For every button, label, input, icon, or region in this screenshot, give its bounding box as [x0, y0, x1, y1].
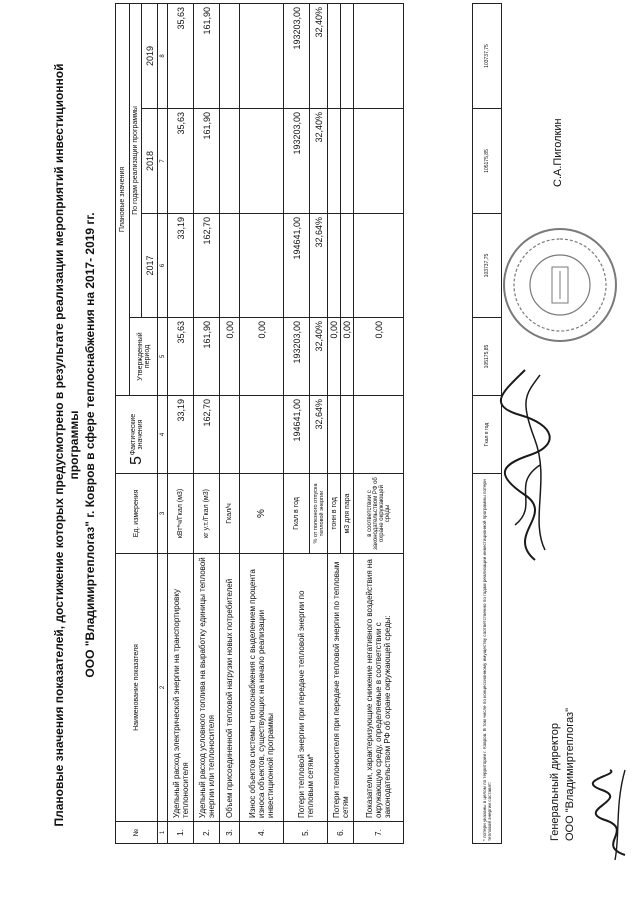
row-unit: в соответствии с законодательством РФ об охране окружающей среды — [354, 474, 404, 554]
row-unit: % от полезного отпуска тепловой энергии — [310, 474, 328, 554]
header-num: № — [116, 822, 158, 844]
row-unit: кг у.т./Гкал (м3) — [194, 474, 220, 554]
row-2017: 33,19 — [168, 214, 194, 318]
row-actual — [354, 396, 404, 474]
row-name: Показатели, характеризующие снижение негативного воздействия на окружающую среду, определяемые в соответствии с законодательством РФ об охране окружающей среды: — [354, 554, 404, 822]
row-2018: 193203,00 — [284, 109, 310, 214]
row-name: Износ объектов системы теплоснабжения с выделением процента износа объектов, существующих на начало реализации инвестиционной программы — [240, 554, 284, 822]
row-name: Объем присоединенной тепловой нагрузки новых потребителей — [220, 554, 240, 822]
row-name: Потери теплоносителя при передаче тепловой энергии по тепловым сетям — [328, 554, 354, 822]
row-2018: 161,90 — [194, 109, 220, 214]
row-name: Удельный расход условного топлива на выработку единицы тепловой энергии или теплоносителя — [194, 554, 220, 822]
signatory-name: С.А.Пиголкин — [552, 118, 564, 187]
row-num: 4. — [240, 822, 284, 844]
row-2018 — [328, 109, 341, 214]
row-approved: 193203,00 — [284, 318, 310, 396]
header-planned: Плановые значения — [116, 3, 130, 395]
index-cell: 7 — [158, 109, 168, 214]
table-row — [168, 3, 194, 843]
company-seal-stamp — [500, 225, 620, 345]
row-2017 — [220, 214, 240, 318]
footnote-2018: 103737,75 — [473, 4, 502, 109]
footnote-actual: 105175,85 — [473, 318, 502, 396]
row-num: 7. — [354, 822, 404, 844]
row-actual — [240, 396, 284, 474]
row-unit: тонн в год — [328, 474, 341, 554]
header-by-years: По годам реализации программы — [130, 3, 142, 317]
row-2018: 32,40% — [310, 109, 328, 214]
row-2017 — [328, 214, 341, 318]
row-2019: 35,63 — [168, 3, 194, 108]
page-title-line-2: программы — [67, 410, 81, 480]
header-actual: Фактические значения — [116, 396, 158, 474]
row-2019 — [240, 3, 284, 108]
row-2017: 194641,00 — [284, 214, 310, 318]
row-num: 5. — [284, 822, 328, 844]
row-actual — [328, 396, 341, 474]
header-year-2019: 2019 — [142, 3, 158, 108]
index-cell: 2 — [158, 554, 168, 822]
table-row — [194, 3, 220, 843]
row-actual: 33,19 — [168, 396, 194, 474]
row-2017 — [240, 214, 284, 318]
row-2018 — [341, 109, 354, 214]
page-number: 5 — [128, 456, 145, 465]
table-row — [328, 3, 341, 843]
page-title-line-1: Плановые значения показателей, достижение которых предусмотрено в результате реализации мероприятий инвестиционной — [52, 63, 66, 827]
row-2019 — [341, 3, 354, 108]
row-2017: 32,64% — [310, 214, 328, 318]
signatory-title-line-1: Генеральный директор — [549, 723, 561, 841]
signatory-title-line-2: ООО "Владимиртеплогаз" — [564, 707, 576, 841]
row-2019: 161,90 — [194, 3, 220, 108]
footnote-2017: 105175,85 — [473, 109, 502, 214]
page-title-line-3: ООО "Владимиртеплогаз" г. Ковров в сфере теплоснабжения на 2017- 2019 гг. — [83, 212, 97, 678]
row-actual: 194641,00 — [284, 396, 310, 474]
row-2017 — [341, 214, 354, 318]
row-2018 — [240, 109, 284, 214]
row-approved: 0,00 — [328, 318, 341, 396]
row-name: Потери тепловой энергии при передаче тепловой энергии по тепловым сетям* — [284, 554, 328, 822]
row-approved: 35,63 — [168, 318, 194, 396]
indicators-table — [115, 3, 404, 844]
row-unit: м3 для пара — [341, 474, 354, 554]
row-num: 6. — [328, 822, 354, 844]
footnote-text: * потери указаны в целом по территории г. Ковров. В том числе по концессионному имуществу соответственно по годам реализации инвестиционной программы потери тепловой энергии составят: — [473, 474, 502, 844]
row-approved: 161,90 — [194, 318, 220, 396]
row-2019: 193203,00 — [284, 3, 310, 108]
table-row — [220, 3, 240, 843]
row-approved: 0,00 — [354, 318, 404, 396]
row-2017 — [354, 214, 404, 318]
header-year-2017: 2017 — [142, 214, 158, 318]
index-cell: 8 — [158, 3, 168, 108]
index-cell: 3 — [158, 474, 168, 554]
header-approved: Утвержденный период — [130, 318, 158, 396]
row-approved: 0,00 — [240, 318, 284, 396]
row-unit: % — [240, 474, 284, 554]
row-2018 — [220, 109, 240, 214]
header-name: Наименование показателя — [116, 554, 158, 822]
row-2018 — [354, 109, 404, 214]
row-actual — [341, 396, 354, 474]
row-actual: 32,64% — [310, 396, 328, 474]
footnote-unit: Гкал в год — [473, 396, 502, 474]
row-unit: кВт*ч/Гкал (м3) — [168, 474, 194, 554]
row-num: 1. — [168, 822, 194, 844]
index-cell: 6 — [158, 214, 168, 318]
index-cell: 1 — [158, 822, 168, 844]
row-2019 — [328, 3, 341, 108]
row-2019 — [354, 3, 404, 108]
row-unit: Гкал в год — [284, 474, 310, 554]
header-year-2018: 2018 — [142, 109, 158, 214]
table-row — [284, 3, 310, 843]
index-cell: 4 — [158, 396, 168, 474]
table-row — [354, 3, 404, 843]
row-2017: 162,70 — [194, 214, 220, 318]
row-approved: 0,00 — [220, 318, 240, 396]
row-actual: 162,70 — [194, 396, 220, 474]
header-unit: Ед. измерения — [116, 474, 158, 554]
signatory-title — [548, 708, 578, 841]
row-2018: 35,63 — [168, 109, 194, 214]
row-2019: 32,40% — [310, 3, 328, 108]
index-cell: 5 — [158, 318, 168, 396]
row-2019 — [220, 3, 240, 108]
row-name: Удельный расход электрической энергии на транспортировку теплоносителя — [168, 554, 194, 822]
row-num: 3. — [220, 822, 240, 844]
row-num: 2. — [194, 822, 220, 844]
row-unit: Гкал/ч — [220, 474, 240, 554]
column-index-row — [158, 3, 168, 843]
row-actual — [220, 396, 240, 474]
row-approved: 0,00 — [341, 318, 354, 396]
row-approved: 32,40% — [310, 318, 328, 396]
handwritten-signature — [495, 365, 565, 565]
table-row — [240, 3, 284, 843]
footnote-approved: 103737,75 — [473, 214, 502, 318]
handwritten-initials — [590, 765, 640, 865]
